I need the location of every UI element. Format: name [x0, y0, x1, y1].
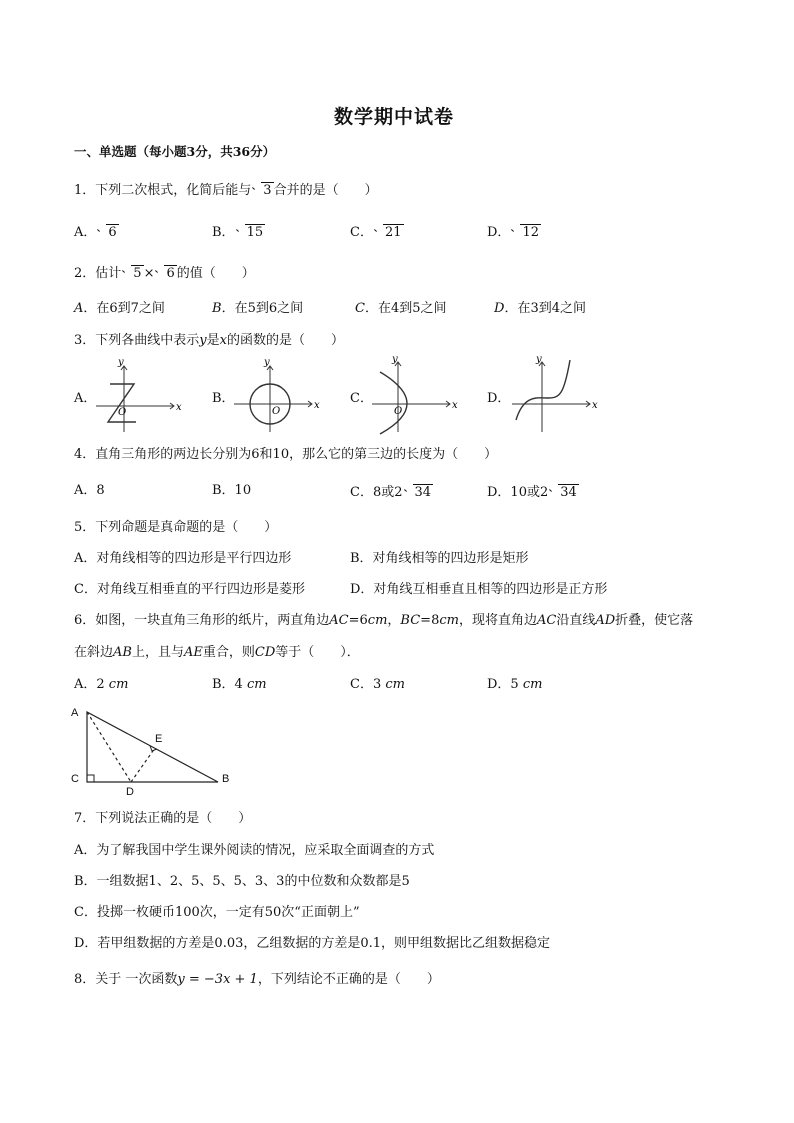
- q3-option-d[interactable]: D．: [487, 391, 511, 406]
- q1-option-c[interactable]: C． 21: [350, 225, 402, 240]
- triangle-figure: [66, 702, 246, 800]
- question-2: 2．估计 5 × 6 的值（ ）: [74, 266, 255, 281]
- svg-text:O: O: [272, 406, 281, 417]
- q1-option-a[interactable]: A． 6: [74, 225, 117, 240]
- question-3: 3．下列各曲线中表示y是x的函数的是（ ）: [74, 333, 345, 348]
- svg-text:B: B: [222, 773, 230, 785]
- svg-text:y: y: [392, 354, 398, 365]
- question-8: 8．关于 一次函数y = −3x + 1，下列结论不正确的是（ ）: [74, 972, 440, 987]
- q7-option-d[interactable]: D．若甲组数据的方差是0.03，乙组数据的方差是0.1，则甲组数据比乙组数据稳定: [74, 936, 551, 951]
- graph-d: [508, 354, 600, 436]
- q6-option-a[interactable]: A．2 cm: [74, 677, 129, 692]
- q6-option-b[interactable]: B．4 cm: [212, 677, 267, 692]
- q3-option-a[interactable]: A．: [74, 391, 97, 406]
- q5-option-d[interactable]: D．对角线互相垂直且相等的四边形是正方形: [350, 582, 608, 597]
- graph-b: [230, 356, 322, 436]
- q4-option-a[interactable]: A．8: [74, 483, 105, 498]
- svg-text:y: y: [536, 354, 542, 365]
- question-4: 4．直角三角形的两边长分别为6和10，那么它的第三边的长度为（ ）: [74, 447, 498, 462]
- q1-option-d[interactable]: D． 12: [487, 225, 539, 240]
- svg-text:O: O: [118, 407, 127, 418]
- svg-text:y: y: [118, 357, 124, 368]
- svg-text:x: x: [592, 400, 598, 411]
- question-6-line1: 6．如图，一块直角三角形的纸片，两直角边AC=6cm，BC=8cm，现将直角边AC沿直线AD折叠，使它落: [74, 613, 694, 628]
- svg-text:x: x: [314, 400, 320, 411]
- q7-option-c[interactable]: C．投掷一枚硬币100次，一定有50次“正面朝上”: [74, 905, 360, 920]
- page-title: 数学期中试卷: [334, 106, 455, 128]
- q3-option-b[interactable]: B．: [212, 391, 235, 406]
- q4-option-d[interactable]: D．10或2 34: [487, 485, 577, 500]
- q2-option-d[interactable]: D．在3到4之间: [494, 301, 586, 316]
- question-7: 7．下列说法正确的是（ ）: [74, 811, 252, 826]
- svg-text:A: A: [71, 707, 79, 719]
- svg-text:D: D: [126, 786, 134, 798]
- svg-text:x: x: [452, 400, 458, 411]
- graph-c: [368, 354, 460, 436]
- section-heading: 一、单选题（每小题3分，共36分）: [74, 144, 276, 159]
- q5-option-a[interactable]: A．对角线相等的四边形是平行四边形: [74, 551, 292, 566]
- graph-a: [92, 356, 184, 436]
- q2-option-a[interactable]: A．在6到7之间: [74, 301, 165, 316]
- q5-option-b[interactable]: B．对角线相等的四边形是矩形: [350, 551, 529, 566]
- q7-option-a[interactable]: A．为了解我国中学生课外阅读的情况，应采取全面调查的方式: [74, 843, 435, 858]
- svg-text:y: y: [264, 357, 270, 368]
- radical: 3: [252, 182, 273, 197]
- svg-text:x: x: [176, 402, 182, 413]
- q3-option-c[interactable]: C．: [350, 391, 373, 406]
- q6-option-d[interactable]: D．5 cm: [487, 677, 543, 692]
- svg-text:E: E: [155, 733, 163, 745]
- svg-text:C: C: [71, 773, 79, 785]
- q4-option-c[interactable]: C．8或2 34: [350, 485, 432, 500]
- q6-option-c[interactable]: C．3 cm: [350, 677, 405, 692]
- question-1: 1．下列二次根式，化简后能与 3 合并的是（ ）: [74, 183, 378, 198]
- q2-option-b[interactable]: B．在5到6之间: [212, 301, 304, 316]
- question-6-line2: 在斜边AB上，且与AE重合，则CD等于（ ）．: [74, 645, 360, 660]
- q2-option-c[interactable]: C．在4到5之间: [355, 301, 447, 316]
- question-5: 5．下列命题是真命题的是（ ）: [74, 520, 278, 535]
- q5-option-c[interactable]: C．对角线互相垂直的平行四边形是菱形: [74, 582, 305, 597]
- q1-option-b[interactable]: B． 15: [212, 225, 264, 240]
- q4-option-b[interactable]: B．10: [212, 483, 252, 498]
- svg-text:O: O: [394, 406, 403, 417]
- q7-option-b[interactable]: B．一组数据1、2、5、5、5、3、3的中位数和众数都是5: [74, 874, 410, 889]
